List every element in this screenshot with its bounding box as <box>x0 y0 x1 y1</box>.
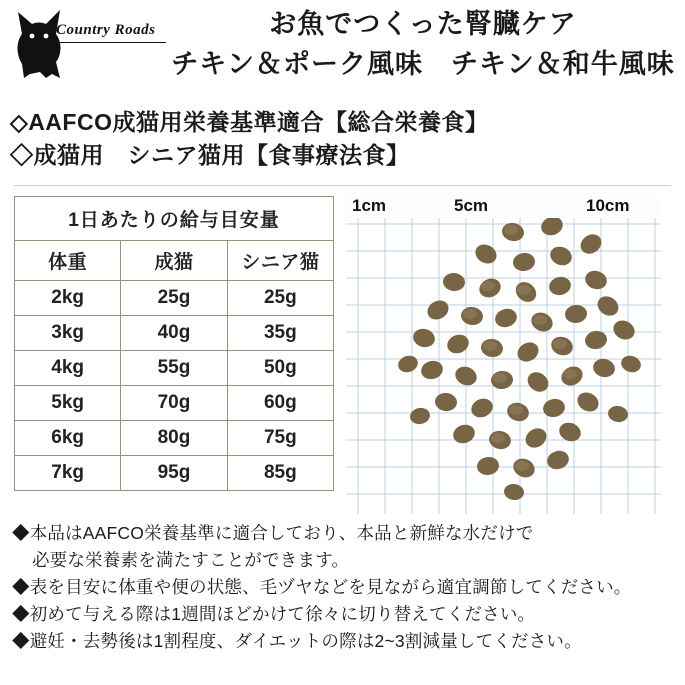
table-caption-row <box>15 196 334 240</box>
table-row <box>15 315 334 350</box>
header-senior-cat: シニア猫 <box>227 240 333 280</box>
note-item <box>12 520 685 574</box>
cell-senior: 75g <box>227 420 333 455</box>
product-title-line1: お魚でつくった腎臓ケア <box>269 9 577 39</box>
cell-adult: 70g <box>121 385 227 420</box>
claim-aafco: ◇AAFCO成猫用栄養基準適合【総合栄養食】 <box>10 109 489 135</box>
ruler-label-10cm: 10cm <box>586 195 630 215</box>
cell-weight: 2kg <box>15 280 121 315</box>
note-item: ◆避妊・去勢後は1割程度、ダイエットの際は2~3割減量してください。 <box>12 631 582 652</box>
ruler-label-1cm: 1cm <box>352 195 387 215</box>
cell-adult: 25g <box>121 280 227 315</box>
feeding-table-caption: 1日あたりの給与目安量 <box>15 196 334 240</box>
header-weight: 体重 <box>15 240 121 280</box>
note-item: ◆初めて与える際は1週間ほどかけて徐々に切り替えてください。 <box>12 604 536 625</box>
cell-adult: 40g <box>121 315 227 350</box>
title-block <box>168 6 678 83</box>
page-header <box>0 0 685 104</box>
ruler-label-5cm: 5cm <box>454 195 489 215</box>
middle-section <box>0 186 685 514</box>
brand-logo <box>8 4 168 82</box>
cell-senior: 25g <box>227 280 333 315</box>
header-adult-cat: 成猫 <box>121 240 227 280</box>
table-row <box>15 280 334 315</box>
table-header-row <box>15 240 334 280</box>
cell-weight: 5kg <box>15 385 121 420</box>
claim-lifestage: ◇成猫用 シニア猫用【食事療法食】 <box>10 142 410 169</box>
cell-senior: 35g <box>227 315 333 350</box>
note-main: ◆本品はAAFCO栄養基準に適合しており、本品と新鮮な水だけで <box>12 522 534 543</box>
cell-weight: 7kg <box>15 455 121 490</box>
table-row <box>15 385 334 420</box>
brand-name: Country Roads <box>56 22 156 38</box>
cell-senior: 60g <box>227 385 333 420</box>
cell-senior: 85g <box>227 455 333 490</box>
feeding-guide-table <box>14 196 334 491</box>
kibble-size-photo <box>346 196 661 514</box>
cell-weight: 4kg <box>15 350 121 385</box>
cell-adult: 80g <box>121 420 227 455</box>
notes-list <box>0 514 685 656</box>
cell-weight: 3kg <box>15 315 121 350</box>
table-row <box>15 420 334 455</box>
kibble-pieces <box>346 218 661 514</box>
brand-underline <box>54 42 166 43</box>
cell-senior: 50g <box>227 350 333 385</box>
feeding-table-wrap <box>14 196 334 514</box>
cell-adult: 55g <box>121 350 227 385</box>
cat-silhouette-icon <box>8 4 168 84</box>
claims-list <box>0 104 685 173</box>
table-row <box>15 350 334 385</box>
table-row <box>15 455 334 490</box>
cell-weight: 6kg <box>15 420 121 455</box>
product-title-line2: チキン＆ポーク風味 チキン＆和牛風味 <box>171 49 675 80</box>
note-sub: 必要な栄養素を満たすことができます。 <box>32 549 350 570</box>
note-item: ◆表を目安に体重や便の状態、毛ヅヤなどを見ながら適宜調節してください。 <box>12 576 632 597</box>
cell-adult: 95g <box>121 455 227 490</box>
